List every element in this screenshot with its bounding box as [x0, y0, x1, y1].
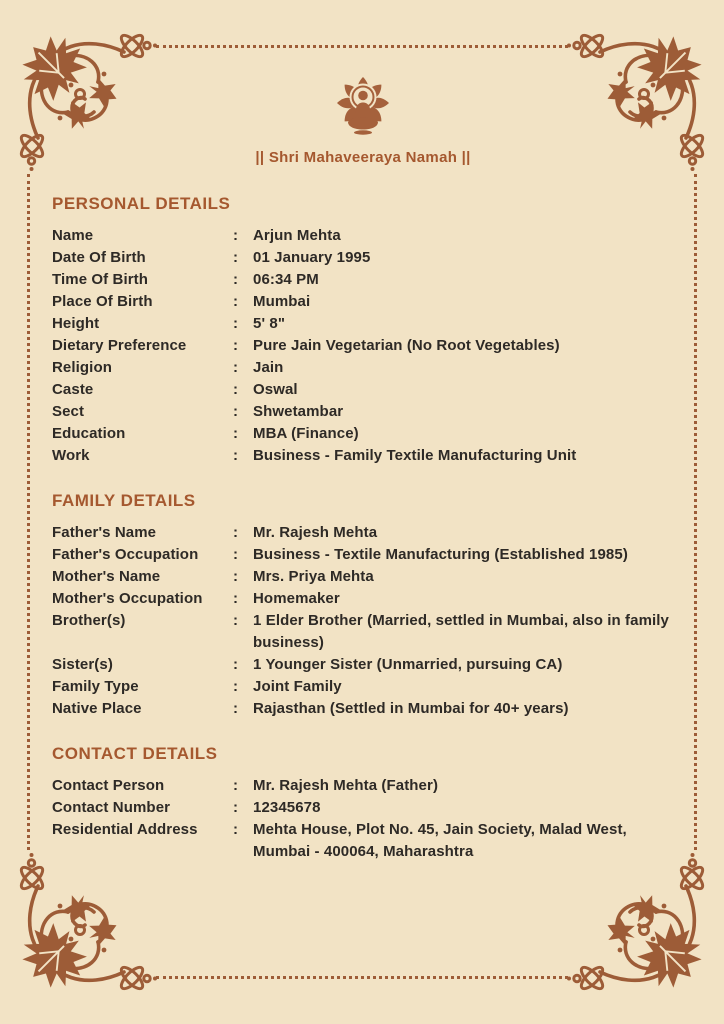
detail-separator: : — [233, 403, 238, 420]
detail-value: Mumbai — [253, 293, 311, 310]
section-title: CONTACT DETAILS — [52, 744, 218, 763]
detail-label: Residential Address — [52, 821, 198, 838]
detail-separator: : — [233, 678, 238, 695]
detail-row — [52, 610, 674, 654]
detail-row — [52, 522, 674, 544]
invocation-text: || Shri Mahaveeraya Namah || — [255, 149, 471, 166]
detail-separator: : — [233, 821, 238, 838]
detail-value: Business - Family Textile Manufacturing Unit — [253, 447, 577, 464]
detail-value: 5' 8" — [253, 315, 286, 332]
dotted-border-bottom — [156, 976, 568, 979]
detail-value: Oswal — [253, 381, 298, 398]
floral-corner-ornament-icon — [14, 846, 164, 996]
detail-label: Sect — [52, 403, 85, 420]
detail-separator: : — [233, 546, 238, 563]
detail-label: Sister(s) — [52, 656, 113, 673]
detail-value: Business - Textile Manufacturing (Established 1985) — [253, 546, 628, 563]
detail-value: Mrs. Priya Mehta — [253, 568, 374, 585]
detail-row — [52, 775, 674, 797]
detail-separator: : — [233, 227, 238, 244]
detail-label: Brother(s) — [52, 612, 126, 629]
detail-row — [52, 401, 674, 423]
detail-row — [52, 819, 674, 863]
detail-row — [52, 423, 674, 445]
detail-label: Place Of Birth — [52, 293, 153, 310]
section-rows — [52, 225, 674, 467]
detail-separator: : — [233, 447, 238, 464]
detail-separator: : — [233, 524, 238, 541]
detail-value: Jain — [253, 359, 284, 376]
detail-label: Height — [52, 315, 100, 332]
detail-separator: : — [233, 271, 238, 288]
dotted-border-right — [694, 174, 697, 850]
detail-value: Mehta House, Plot No. 45, Jain Society, Malad West, Mumbai - 400064, Maharashtra — [253, 821, 627, 860]
detail-row — [52, 357, 674, 379]
detail-row — [52, 797, 674, 819]
detail-value: 1 Younger Sister (Unmarried, pursuing CA) — [253, 656, 563, 673]
detail-row — [52, 225, 674, 247]
meditating-tirthankara-lotus-icon — [330, 76, 396, 140]
detail-value: 1 Elder Brother (Married, settled in Mumbai, also in family business) — [253, 612, 669, 651]
detail-separator: : — [233, 381, 238, 398]
detail-label: Mother's Name — [52, 568, 161, 585]
section-rows — [52, 522, 674, 720]
detail-label: Mother's Occupation — [52, 590, 203, 607]
document-content — [52, 76, 674, 863]
detail-separator: : — [233, 359, 238, 376]
section-family-details — [52, 491, 674, 720]
detail-label: Native Place — [52, 700, 142, 717]
detail-separator: : — [233, 568, 238, 585]
dotted-border-top — [156, 45, 568, 48]
detail-row — [52, 654, 674, 676]
detail-row — [52, 445, 674, 467]
detail-row — [52, 698, 674, 720]
detail-value: MBA (Finance) — [253, 425, 359, 442]
detail-separator: : — [233, 612, 238, 629]
detail-value: Rajasthan (Settled in Mumbai for 40+ years) — [253, 700, 569, 717]
detail-label: Time Of Birth — [52, 271, 149, 288]
detail-value: 12345678 — [253, 799, 321, 816]
detail-separator: : — [233, 656, 238, 673]
detail-value: Homemaker — [253, 590, 340, 607]
detail-separator: : — [233, 315, 238, 332]
dotted-border-left — [27, 174, 30, 850]
detail-label: Father's Name — [52, 524, 157, 541]
detail-row — [52, 269, 674, 291]
floral-corner-ornament-icon — [560, 846, 710, 996]
detail-row — [52, 588, 674, 610]
detail-separator: : — [233, 799, 238, 816]
sections — [52, 194, 674, 863]
detail-value: Shwetambar — [253, 403, 344, 420]
detail-separator: : — [233, 293, 238, 310]
detail-separator: : — [233, 590, 238, 607]
detail-label: Dietary Preference — [52, 337, 187, 354]
detail-separator: : — [233, 425, 238, 442]
detail-row — [52, 544, 674, 566]
detail-row — [52, 335, 674, 357]
section-title: FAMILY DETAILS — [52, 491, 196, 510]
detail-label: Date Of Birth — [52, 249, 146, 266]
detail-label: Caste — [52, 381, 94, 398]
detail-row — [52, 379, 674, 401]
detail-value: Joint Family — [253, 678, 342, 695]
detail-label: Contact Person — [52, 777, 165, 794]
detail-value: Pure Jain Vegetarian (No Root Vegetables) — [253, 337, 560, 354]
detail-value: 01 January 1995 — [253, 249, 371, 266]
section-rows — [52, 775, 674, 863]
section-contact-details — [52, 744, 674, 863]
detail-label: Education — [52, 425, 126, 442]
detail-separator: : — [233, 700, 238, 717]
detail-row — [52, 313, 674, 335]
detail-label: Name — [52, 227, 94, 244]
detail-label: Work — [52, 447, 90, 464]
detail-label: Contact Number — [52, 799, 171, 816]
detail-label: Father's Occupation — [52, 546, 199, 563]
detail-label: Family Type — [52, 678, 139, 695]
detail-row — [52, 247, 674, 269]
detail-label: Religion — [52, 359, 112, 376]
detail-row — [52, 566, 674, 588]
section-personal-details — [52, 194, 674, 467]
detail-separator: : — [233, 777, 238, 794]
section-title: PERSONAL DETAILS — [52, 194, 231, 213]
detail-separator: : — [233, 249, 238, 266]
detail-value: 06:34 PM — [253, 271, 319, 288]
detail-row — [52, 291, 674, 313]
detail-value: Mr. Rajesh Mehta (Father) — [253, 777, 439, 794]
detail-value: Mr. Rajesh Mehta — [253, 524, 378, 541]
detail-value: Arjun Mehta — [253, 227, 341, 244]
detail-separator: : — [233, 337, 238, 354]
detail-row — [52, 676, 674, 698]
header — [52, 76, 674, 166]
